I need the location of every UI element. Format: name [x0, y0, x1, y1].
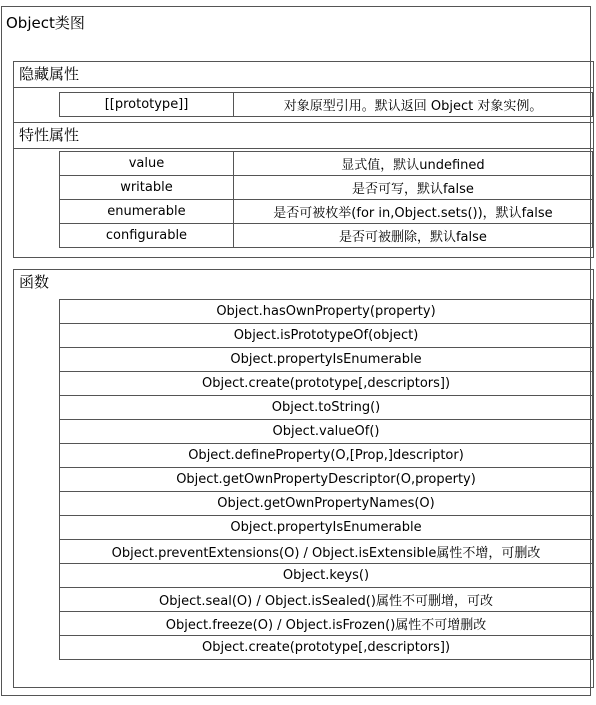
functions-heading: 函数 [19, 273, 50, 291]
table-row [60, 372, 593, 396]
table-row [60, 176, 593, 200]
table-row [60, 636, 593, 660]
function-item: Object.propertyIsEnumerable [60, 348, 593, 372]
attribute-description: 是否可被删除，默认false [233, 224, 592, 248]
function-item: Object.valueOf() [60, 420, 593, 444]
function-item: Object.isPrototypeOf(object) [60, 324, 593, 348]
diagram-title: Object类图 [6, 14, 85, 32]
table-row [60, 300, 593, 324]
attribute-key: value [60, 152, 234, 176]
table-row [60, 200, 593, 224]
attribute-description: 是否可写，默认false [233, 176, 592, 200]
function-item: Object.hasOwnProperty(property) [60, 300, 593, 324]
function-item: Object.toString() [60, 396, 593, 420]
table-row [60, 468, 593, 492]
function-item: Object.propertyIsEnumerable [60, 516, 593, 540]
table-row [60, 93, 593, 117]
table-row [60, 492, 593, 516]
hidden-attributes-heading: 隐藏属性 [14, 62, 593, 88]
function-item: Object.defineProperty(O,[Prop,]descriptor) [60, 444, 593, 468]
function-item: Object.keys() [60, 564, 593, 588]
function-item: Object.seal(O) / Object.isSealed()属性不可删增，可改 [60, 588, 593, 612]
function-item: Object.getOwnPropertyNames(O) [60, 492, 593, 516]
table-row [60, 612, 593, 636]
attribute-key: writable [60, 176, 234, 200]
attribute-key: enumerable [60, 200, 234, 224]
table-row [60, 324, 593, 348]
function-item: Object.preventExtensions(O) / Object.isExtensible属性不增，可删改 [60, 540, 593, 564]
table-row [60, 152, 593, 176]
attribute-description: 是否可被枚举(for in,Object.sets())，默认false [233, 200, 592, 224]
function-item: Object.create(prototype[,descriptors]) [60, 372, 593, 396]
hidden-attributes-section [13, 61, 594, 123]
property-attributes-table [59, 151, 593, 248]
function-item: Object.create(prototype[,descriptors]) [60, 636, 593, 660]
functions-table [59, 299, 593, 660]
table-row [60, 348, 593, 372]
attribute-key: [[prototype]] [60, 93, 234, 117]
table-row [60, 420, 593, 444]
attribute-key: configurable [60, 224, 234, 248]
table-row [60, 224, 593, 248]
table-row [60, 516, 593, 540]
table-row [60, 444, 593, 468]
function-item: Object.getOwnPropertyDescriptor(O,property) [60, 468, 593, 492]
table-row [60, 564, 593, 588]
property-attributes-section [13, 122, 594, 258]
hidden-attributes-table [59, 92, 593, 117]
attribute-description: 对象原型引用。默认返回 Object 对象实例。 [234, 93, 593, 117]
functions-section [13, 269, 594, 688]
property-attributes-heading: 特性属性 [14, 123, 593, 149]
function-item: Object.freeze(O) / Object.isFrozen()属性不可增删改 [60, 612, 593, 636]
table-row [60, 588, 593, 612]
table-row [60, 540, 593, 564]
table-row [60, 396, 593, 420]
attribute-description: 显式值，默认undefined [233, 152, 592, 176]
